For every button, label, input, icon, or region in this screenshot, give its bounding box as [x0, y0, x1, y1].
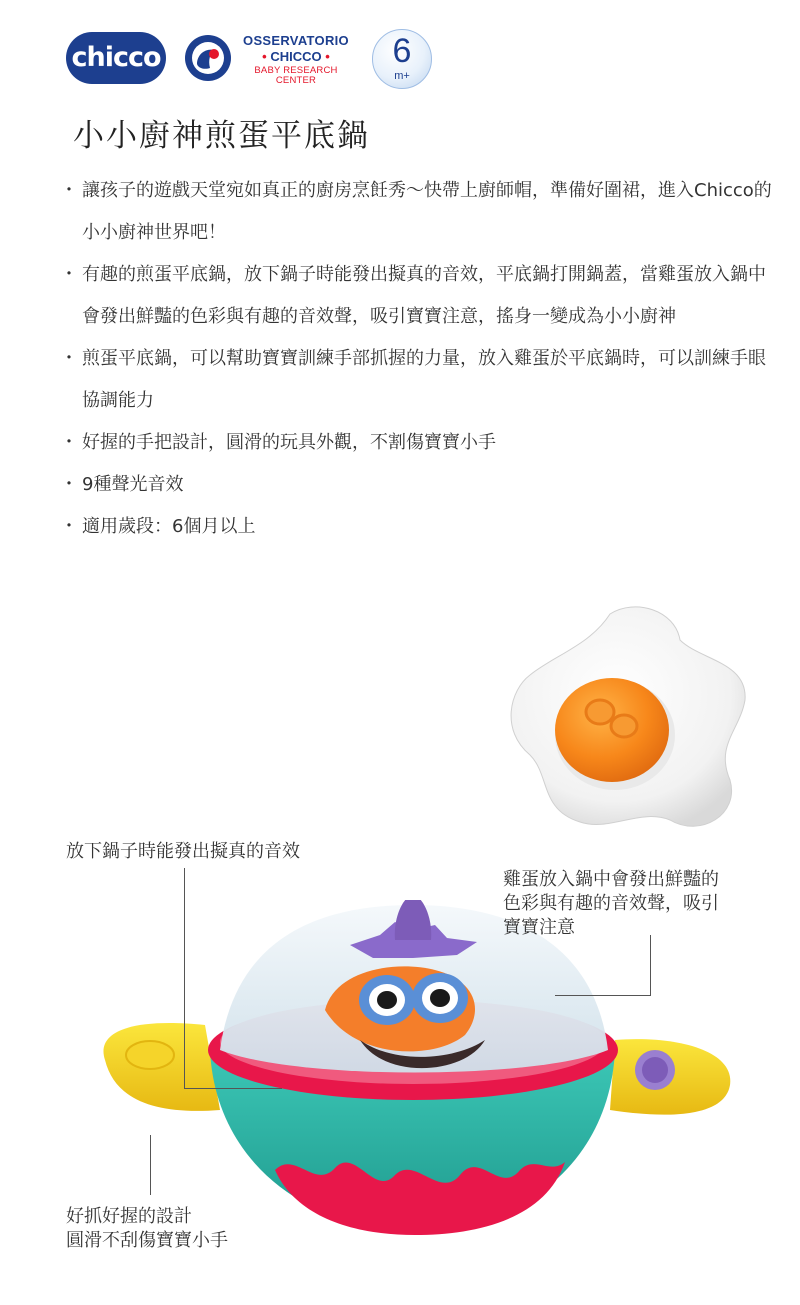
bullet-marker: ・ — [60, 180, 78, 201]
feature-item — [58, 506, 778, 548]
age-unit: m+ — [394, 70, 410, 82]
chicco-logo: chicco — [66, 32, 166, 84]
callout-grip — [66, 1205, 228, 1253]
observatorio-title: OSSERVATORIO — [243, 33, 349, 48]
feature-list — [58, 170, 778, 548]
callout-egg-line: 雞蛋放入鍋中會發出鮮豔的 — [503, 869, 719, 890]
bullet-marker: ・ — [60, 264, 78, 285]
bullet-marker: ・ — [60, 474, 78, 495]
feature-text: 適用歲段：6個月以上 — [82, 516, 256, 537]
callout-sound: 放下鍋子時能發出擬真的音效 — [66, 841, 300, 862]
bullet-marker: ・ — [60, 432, 78, 453]
bullet-marker: ・ — [60, 348, 78, 369]
fried-egg-toy-image — [500, 600, 755, 840]
feature-text: 有趣的煎蛋平底鍋，放下鍋子時能發出擬真的音效，平底鍋打開鍋蓋，當雞蛋放入鍋中會發出鮮豔的色彩與有趣的音效聲，吸引寶寶注意，搖身一變成為小小廚神 — [82, 264, 766, 327]
feature-item — [58, 254, 778, 338]
observatorio-logo-icon — [184, 34, 232, 82]
brand-logos — [66, 28, 446, 90]
feature-text: 好握的手把設計，圓滑的玩具外觀，不割傷寶寶小手 — [82, 432, 496, 453]
observatorio-wordmark — [236, 34, 356, 85]
callout-egg — [503, 868, 719, 940]
product-illustration — [0, 590, 800, 1305]
bullet-marker: ・ — [60, 516, 78, 537]
leader-line-sound — [184, 868, 185, 1088]
product-title: 小小廚神煎蛋平底鍋 — [73, 118, 370, 154]
feature-text: 讓孩子的遊戲天堂宛如真正的廚房烹飪秀～快帶上廚師帽，準備好圍裙，進入Chicco的小小廚神世界吧！ — [82, 180, 772, 243]
callout-egg-line: 寶寶注意 — [503, 917, 575, 938]
callout-grip-line: 圓滑不刮傷寶寶小手 — [66, 1230, 228, 1251]
age-badge — [372, 29, 432, 89]
observatorio-chicco-label: CHICCO — [270, 49, 322, 64]
leader-line-egg — [650, 935, 651, 995]
feature-item — [58, 170, 778, 254]
feature-item — [58, 338, 778, 422]
leader-line-egg-horizontal — [555, 995, 651, 996]
callout-egg-line: 色彩與有趣的音效聲，吸引 — [503, 893, 719, 914]
feature-text: 9種聲光音效 — [82, 474, 184, 495]
feature-item — [58, 464, 778, 506]
observatorio-chicco: • CHICCO • — [262, 49, 330, 64]
feature-item — [58, 422, 778, 464]
age-number: 6 — [392, 32, 412, 70]
callout-grip-line: 好抓好握的設計 — [66, 1206, 192, 1227]
observatorio-subtitle: BABY RESEARCH CENTER — [254, 65, 338, 86]
leader-line-sound-horizontal — [184, 1088, 282, 1089]
leader-line-grip — [150, 1135, 151, 1195]
feature-text: 煎蛋平底鍋，可以幫助寶寶訓練手部抓握的力量，放入雞蛋於平底鍋時，可以訓練手眼協調能力 — [82, 348, 766, 411]
